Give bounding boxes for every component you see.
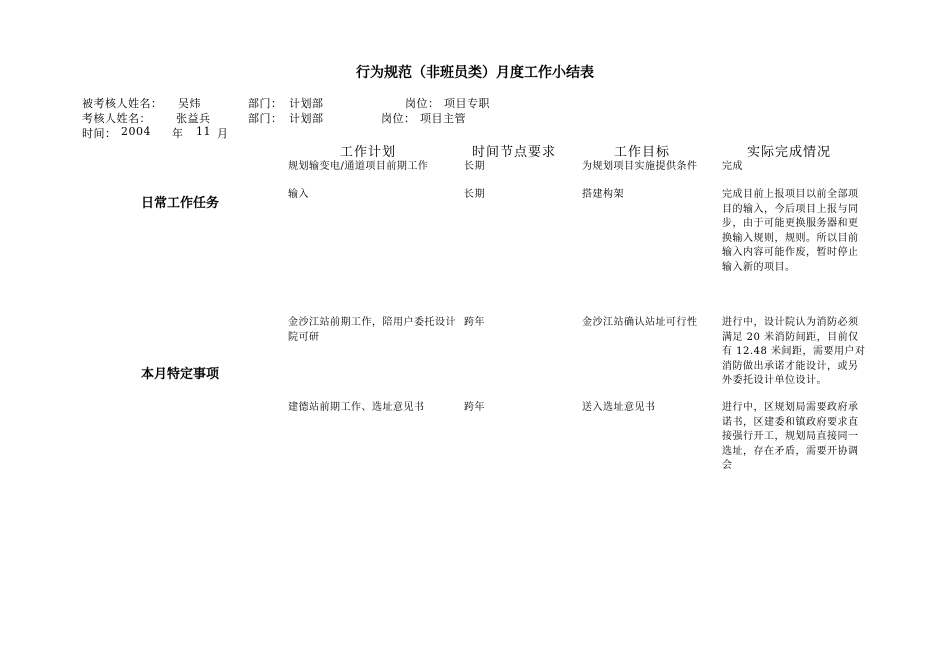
result-cell: 完成	[722, 161, 743, 172]
column-header-time: 时间节点要求	[472, 145, 557, 160]
dept-label-1: 部门：	[248, 97, 283, 110]
section-label-special: 本月特定事项	[141, 367, 220, 382]
post-value-2: 项目主管	[420, 112, 466, 125]
year-unit: 年	[172, 127, 184, 140]
column-header-goal: 工作目标	[614, 145, 671, 160]
time-cell: 长期	[464, 161, 485, 172]
year-value: 2004	[121, 125, 151, 138]
time-cell: 跨年	[464, 402, 485, 413]
post-label-2: 岗位：	[381, 112, 416, 125]
column-header-plan: 工作计划	[340, 145, 397, 160]
goal-cell: 送入选址意见书	[582, 402, 656, 413]
column-header-result: 实际完成情况	[747, 145, 832, 160]
month-unit: 月	[217, 127, 229, 140]
goal-cell: 搭建构架	[582, 189, 624, 200]
goal-cell: 金沙江站确认站址可行性	[582, 317, 698, 328]
examiner-name: 张益兵	[176, 112, 211, 125]
result-cell: 完成目前上报项目以前全部项目的输入，今后项目上报与同步，由于可能更换服务器和更换输入规则，规则。所以目前输入内容可能作废，暂时停止输入新的项目。	[722, 189, 859, 273]
month-value: 11	[196, 125, 211, 138]
dept-value-2: 计划部	[289, 112, 324, 125]
dept-value-1: 计划部	[289, 97, 324, 110]
post-value-1: 项目专职	[444, 97, 490, 110]
time-cell: 长期	[464, 189, 485, 200]
time-cell: 跨年	[464, 317, 485, 328]
page-title: 行为规范（非班员类）月度工作小结表	[356, 65, 594, 81]
examinee-label: 被考核人姓名：	[82, 97, 163, 110]
plan-cell: 金沙江站前期工作，陪用户委托设计院可研	[288, 317, 456, 343]
plan-cell: 规划输变电/通道项目前期工作	[288, 161, 429, 172]
section-label-daily: 日常工作任务	[141, 196, 220, 211]
time-label: 时间：	[82, 127, 117, 140]
examinee-name: 吴炜	[178, 97, 201, 110]
goal-cell: 为规划项目实施提供条件	[582, 161, 698, 172]
plan-cell: 建德站前期工作、选址意见书	[288, 402, 425, 413]
post-label-1: 岗位：	[405, 97, 440, 110]
result-cell: 进行中，设计院认为消防必须满足 20 米消防间距，目前仅有 12.48 米间距，需要用户对消防做出承诺才能设计，或另外委托设计单位设计。	[722, 317, 866, 386]
plan-cell: 输入	[288, 189, 309, 200]
examiner-label: 考核人姓名：	[82, 112, 151, 125]
result-cell: 进行中，区规划局需要政府承诺书，区建委和镇政府要求直接强行开工，规划局直接同一选址，存在矛盾，需要开协调会	[722, 402, 859, 471]
dept-label-2: 部门：	[248, 112, 283, 125]
